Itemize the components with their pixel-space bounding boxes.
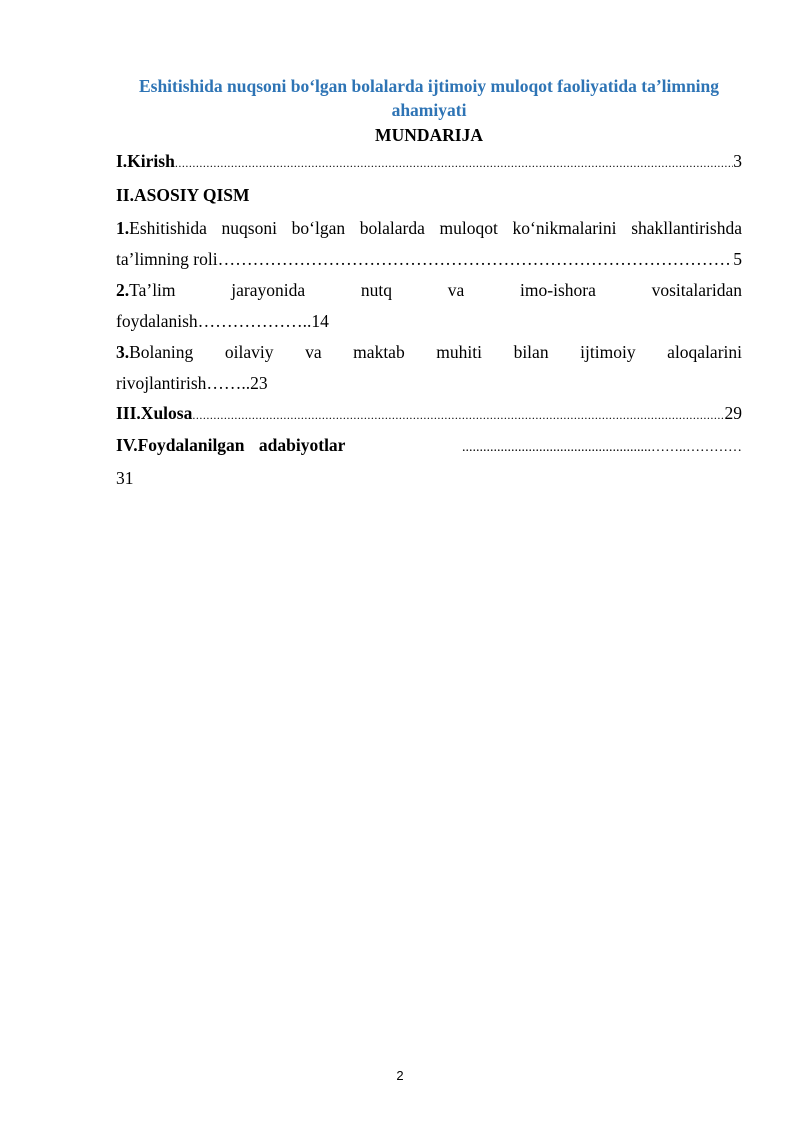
toc-page-number: 5 <box>733 249 742 269</box>
toc-item-text-continued: foydalanish……………….. <box>116 311 312 331</box>
toc-item-number: 1. <box>116 218 130 238</box>
toc-item-number: 2. <box>116 280 130 300</box>
toc-entry-label: II.ASOSIY QISM <box>116 185 250 205</box>
toc-page-number: 14 <box>311 311 329 331</box>
toc-entry-intro[interactable] <box>116 146 742 178</box>
toc-entry-item2[interactable] <box>116 274 742 336</box>
toc-item-text: Bolaning oilaviy va maktab muhiti bilan ijtimoiy aloqalarini <box>129 342 742 362</box>
toc-item-text-continued: ta’limning roli <box>116 249 218 269</box>
document-title: Eshitishida nuqsoni bo‘lgan bolalarda ijtimoiy muloqot faoliyatida ta’limning ahamiyati <box>138 76 720 120</box>
toc-entry-label: IV.Foydalanilgan adabiyotlar <box>116 435 346 455</box>
toc-leader-dots-text: ......................................................……..………… <box>462 440 742 455</box>
toc-entry-references[interactable] <box>116 430 742 493</box>
page-number-footer: 2 <box>396 1068 404 1083</box>
toc-entry-label: I.Kirish <box>116 151 175 171</box>
toc-entry-item3[interactable] <box>116 336 742 398</box>
toc-page-number: 31 <box>116 468 134 488</box>
toc-item-text: Ta’lim jarayonida nutq va imo-ishora vositalaridan <box>129 280 742 300</box>
toc-page-number: 3 <box>733 151 742 171</box>
toc-heading: MUNDARIJA <box>375 125 483 145</box>
document-page <box>116 74 742 493</box>
toc-entry-item1[interactable] <box>116 212 742 274</box>
toc-entry-main-section[interactable] <box>116 180 742 210</box>
toc-item-text: Eshitishida nuqsoni bo‘lgan bolalarda muloqot ko‘nikmalarini shakllantirishda <box>129 218 742 238</box>
toc-item-number: 3. <box>116 342 130 362</box>
toc-item-text-continued: rivojlantirish…….. <box>116 373 251 393</box>
table-of-contents <box>116 146 742 493</box>
toc-entry-label: III.Xulosa <box>116 403 193 423</box>
toc-leader-dots <box>175 148 733 178</box>
toc-page-number: 23 <box>250 373 268 393</box>
toc-entry-conclusion[interactable] <box>116 398 742 430</box>
toc-leader-dots <box>218 244 734 274</box>
toc-leader-dots <box>192 400 724 430</box>
toc-page-number: 29 <box>724 403 742 423</box>
